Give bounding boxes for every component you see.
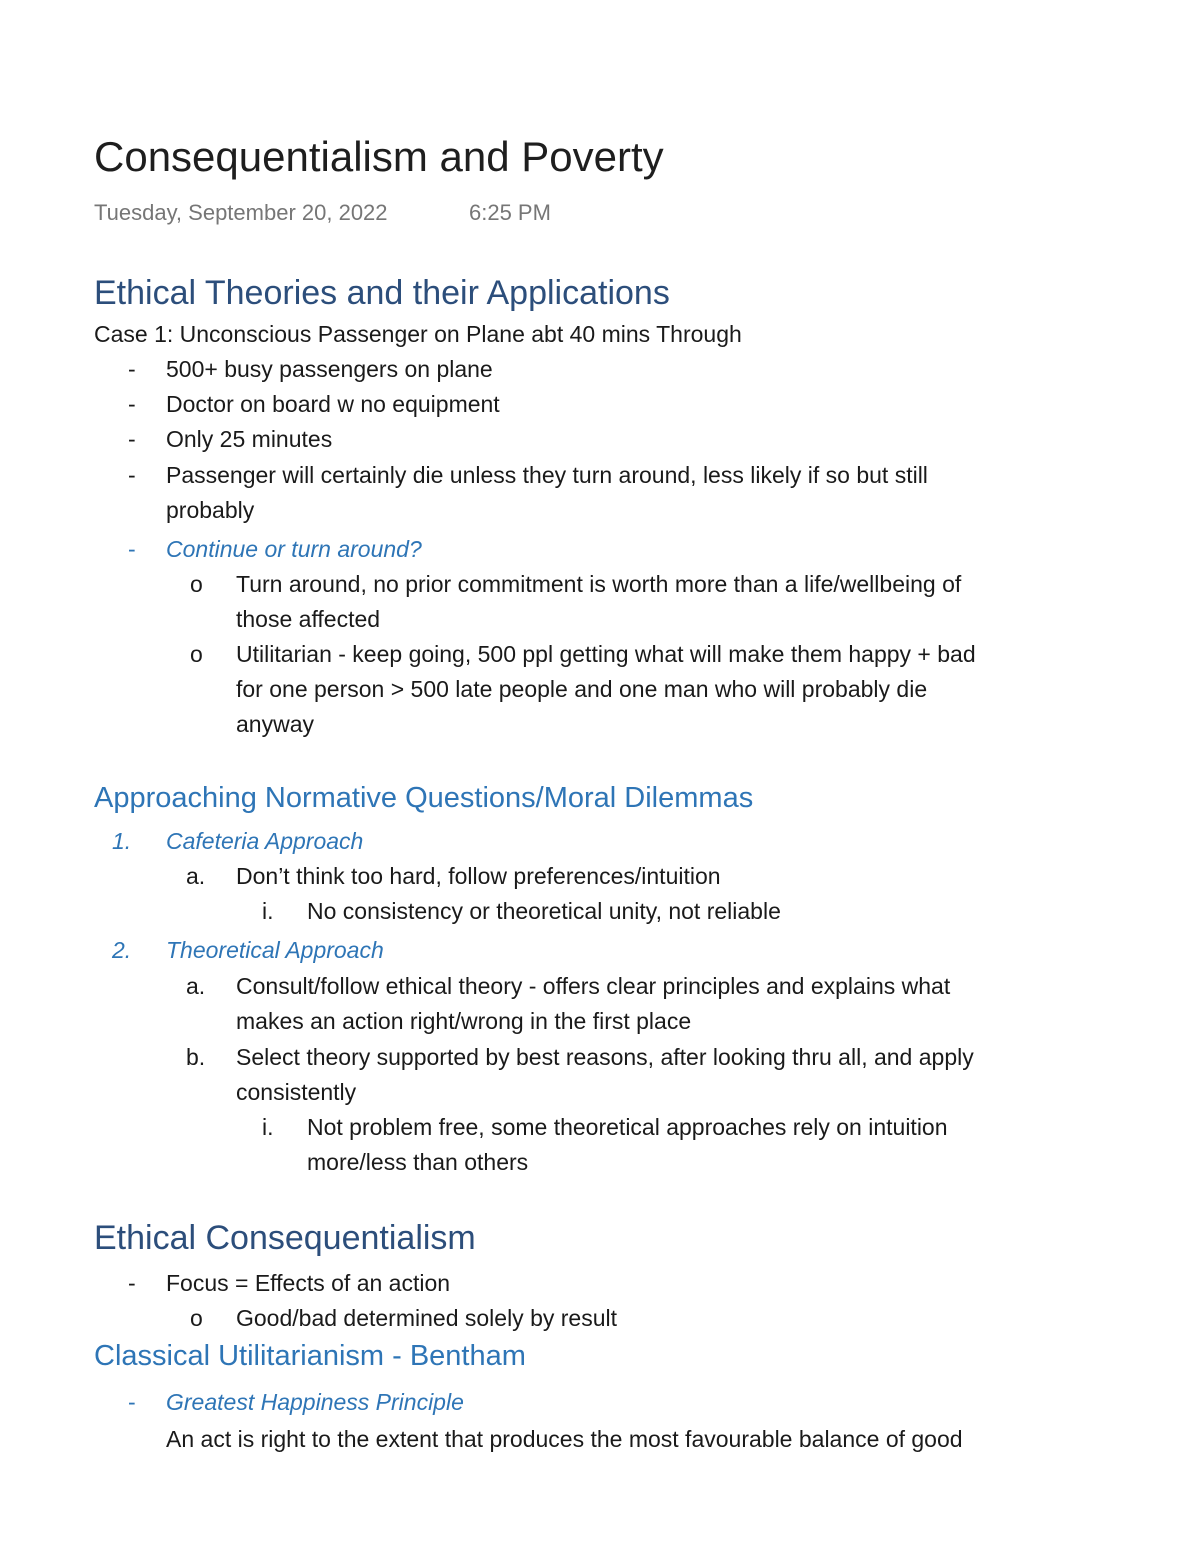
sub-bullet-marker: o: [190, 571, 203, 597]
letter-marker: a.: [186, 973, 206, 999]
list-item: Focus = Effects of an action: [166, 1270, 451, 1296]
roman-marker: i.: [262, 1114, 274, 1140]
bullet-marker: -: [128, 391, 136, 417]
roman-marker: i.: [262, 898, 274, 924]
letter-marker: b.: [186, 1044, 206, 1070]
page-title: Consequentialism and Poverty: [94, 133, 664, 180]
sub-list-item: Don’t think too hard, follow preferences/intuition: [236, 863, 721, 889]
page-cutoff: [0, 1422, 1200, 1452]
approach-theoretical: Theoretical Approach: [166, 937, 384, 963]
principle-item: Greatest Happiness Principle: [166, 1389, 464, 1415]
sub-list-item-continued: makes an action right/wrong in the first place: [236, 1008, 692, 1034]
letter-marker: a.: [186, 863, 206, 889]
sub-list-item: Good/bad determined solely by result: [236, 1305, 617, 1331]
cut-off-line: An act is right to the extent that produces the most favourable balance of good: [166, 1426, 963, 1452]
bullet-marker: -: [128, 1389, 136, 1415]
bullet-marker: -: [128, 536, 136, 562]
sub-list-item: Utilitarian - keep going, 500 ppl getting what will make them happy + bad: [236, 641, 976, 667]
approach-cafeteria: Cafeteria Approach: [166, 828, 364, 854]
bullet-marker: -: [128, 1270, 136, 1296]
list-item: Only 25 minutes: [166, 426, 333, 452]
sub-bullet-marker: o: [190, 1305, 203, 1331]
case-line: Case 1: Unconscious Passenger on Plane abt 40 mins Through: [94, 321, 742, 347]
bullet-marker: -: [128, 356, 136, 382]
question-item: Continue or turn around?: [166, 536, 422, 562]
heading-classical-utilitarianism: Classical Utilitarianism - Bentham: [94, 1340, 526, 1372]
heading-normative-questions: Approaching Normative Questions/Moral Dilemmas: [94, 782, 754, 814]
heading-ethical-theories: Ethical Theories and their Applications: [94, 274, 670, 312]
page-date: Tuesday, September 20, 2022: [94, 200, 388, 225]
page-time: 6:25 PM: [469, 200, 551, 225]
list-item: 500+ busy passengers on plane: [166, 356, 493, 382]
sub-list-item-continued: consistently: [236, 1079, 357, 1105]
heading-ethical-consequentialism: Ethical Consequentialism: [94, 1219, 476, 1257]
list-item: Passenger will certainly die unless they turn around, less likely if so but still: [166, 462, 928, 488]
sub-sub-list-item: Not problem free, some theoretical approaches rely on intuition: [307, 1114, 948, 1140]
list-item: Doctor on board w no equipment: [166, 391, 500, 417]
sub-list-item: Turn around, no prior commitment is worth more than a life/wellbeing of: [236, 571, 962, 597]
sub-list-item-continued: for one person > 500 late people and one man who will probably die: [236, 676, 928, 702]
number-marker: 1.: [112, 828, 132, 854]
sub-list-item-continued: anyway: [236, 711, 314, 737]
list-item-continued: probably: [166, 497, 255, 523]
bullet-marker: -: [128, 462, 136, 488]
sub-sub-list-item: No consistency or theoretical unity, not reliable: [307, 898, 781, 924]
number-marker: 2.: [112, 937, 132, 963]
bullet-marker: -: [128, 426, 136, 452]
sub-list-item-continued: those affected: [236, 606, 381, 632]
sub-list-item: Consult/follow ethical theory - offers clear principles and explains what: [236, 973, 951, 999]
sub-sub-list-item-continued: more/less than others: [307, 1149, 529, 1175]
sub-bullet-marker: o: [190, 641, 203, 667]
sub-list-item: Select theory supported by best reasons, after looking thru all, and apply: [236, 1044, 974, 1070]
